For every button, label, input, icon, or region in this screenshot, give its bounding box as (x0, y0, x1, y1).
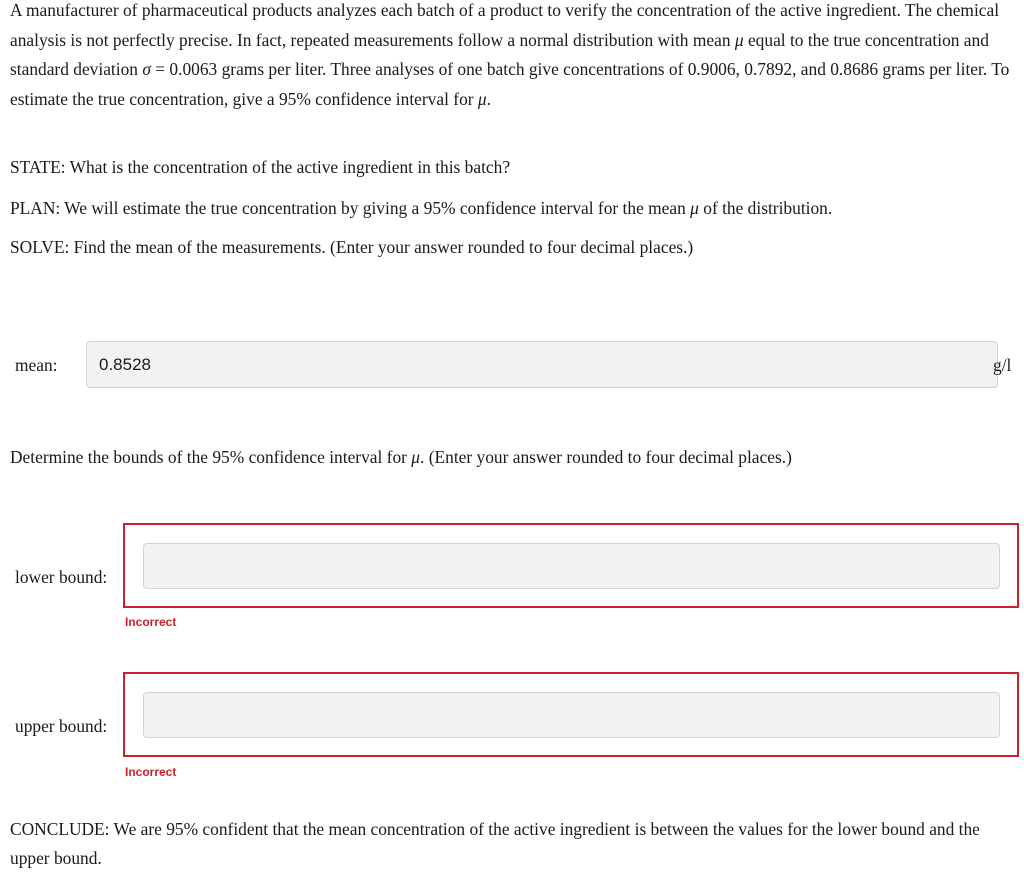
plan-step (10, 194, 1016, 224)
upper-bound-label: upper bound: (15, 716, 108, 736)
plan-text-1: PLAN: We will estimate the true concentration by giving a 95% confidence interval for the mean (10, 198, 691, 218)
lower-bound-feedback: Incorrect (125, 615, 177, 629)
state-step: STATE: What is the concentration of the active ingredient in this batch? (10, 157, 511, 177)
upper-bound-input[interactable] (143, 692, 1000, 738)
intro-text-1: A manufacturer of pharmaceutical products analyzes each batch of a product to verify the concentration of the active ingredient. The chemical analysis is not perfectly precise. In fact, repeated measurements follow a normal distribution with mean (10, 0, 1000, 50)
determine-text-2: . (Enter your answer rounded to four decimal places.) (420, 447, 792, 467)
sigma-symbol: σ (142, 59, 151, 79)
mean-input[interactable]: 0.8528 (86, 341, 998, 388)
solve-step: SOLVE: Find the mean of the measurements. (Enter your answer rounded to four decimal places.) (10, 237, 694, 257)
intro-text-3: = 0.0063 grams per liter. Three analyses of one batch give concentrations of 0.9006, 0.7892, and 0.8686 grams per liter. To estimate the true concentration, give a 95% confidence interval for (10, 59, 1010, 109)
plan-text-2: of the distribution. (698, 198, 833, 218)
lower-bound-input[interactable] (143, 543, 1000, 589)
lower-bound-error-frame (123, 523, 1019, 608)
determine-instruction (10, 443, 1016, 473)
mu-symbol: μ (477, 88, 487, 109)
mean-label: mean: (15, 355, 58, 375)
upper-bound-feedback: Incorrect (125, 765, 177, 779)
mu-symbol: μ (690, 198, 699, 218)
problem-statement (10, 0, 1016, 114)
upper-bound-error-frame (123, 672, 1019, 757)
mu-symbol: μ (734, 29, 744, 50)
determine-text-1: Determine the bounds of the 95% confidence interval for (10, 447, 412, 467)
conclude-step: CONCLUDE: We are 95% confident that the mean concentration of the active ingredient is between the values for the lower bound and the upper bound. (10, 819, 980, 868)
intro-end: . (486, 88, 491, 109)
lower-bound-label: lower bound: (15, 567, 108, 587)
unit-label: g/l (993, 355, 1012, 375)
mu-symbol: μ (411, 447, 421, 467)
intro-text-2: equal to the true concentration and standard deviation (10, 29, 989, 79)
